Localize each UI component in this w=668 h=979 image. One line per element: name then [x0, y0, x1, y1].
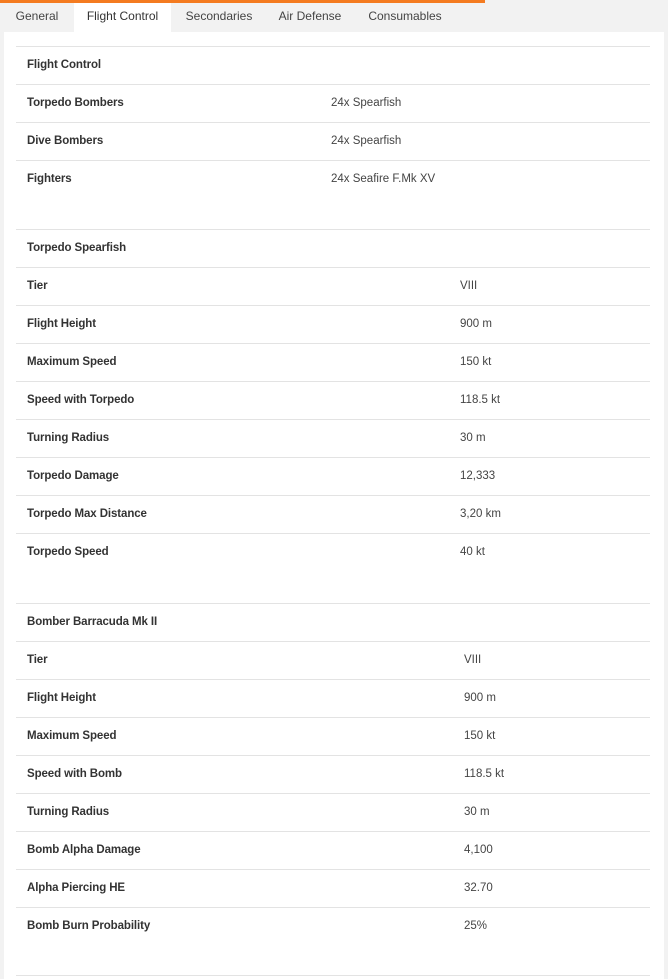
row-label: Maximum Speed — [27, 730, 117, 742]
row-label: Torpedo Speed — [27, 546, 109, 558]
table-row — [16, 869, 650, 907]
row-label: Bomb Burn Probability — [27, 920, 151, 932]
row-label: Flight Height — [27, 318, 96, 330]
table-row — [16, 457, 650, 495]
row-label: Alpha Piercing HE — [27, 882, 125, 894]
row-label: Turning Radius — [27, 806, 110, 818]
tab-general[interactable]: General — [15, 9, 59, 23]
table-row — [16, 755, 650, 793]
row-label: Tier — [27, 654, 48, 666]
row-value: 25% — [464, 920, 488, 932]
row-value: VIII — [460, 280, 478, 292]
row-value: 40 kt — [460, 546, 485, 558]
section-header — [16, 229, 650, 267]
row-label: Maximum Speed — [27, 356, 117, 368]
table-row — [16, 343, 650, 381]
torpedo-table — [16, 229, 650, 571]
table-row — [16, 679, 650, 717]
section-title: Bomber Barracuda Mk II — [27, 616, 158, 628]
row-value: 118.5 kt — [460, 394, 501, 406]
row-label: Flight Height — [27, 692, 96, 704]
table-bottom-divider — [16, 975, 650, 976]
row-value: 30 m — [464, 806, 490, 818]
table-row — [16, 831, 650, 869]
row-value: 150 kt — [464, 730, 496, 742]
row-value: 32.70 — [464, 882, 493, 894]
table-row — [16, 717, 650, 755]
table-row — [16, 122, 650, 160]
section-title: Flight Control — [27, 59, 101, 71]
row-value: 24x Spearfish — [331, 97, 402, 109]
flight-control-table — [16, 46, 650, 198]
row-value: 900 m — [460, 318, 492, 330]
tab-bar — [0, 0, 668, 32]
row-value: 4,100 — [464, 844, 493, 856]
table-row — [16, 641, 650, 679]
table-row — [16, 533, 650, 571]
row-label: Torpedo Max Distance — [27, 508, 147, 520]
row-label: Tier — [27, 280, 48, 292]
row-value: 118.5 kt — [464, 768, 505, 780]
row-value: VIII — [464, 654, 482, 666]
tab-secondaries[interactable]: Secondaries — [185, 9, 253, 23]
row-label: Turning Radius — [27, 432, 110, 444]
table-row — [16, 793, 650, 831]
row-label: Fighters — [27, 173, 72, 185]
table-row — [16, 267, 650, 305]
row-label: Speed with Torpedo — [27, 394, 135, 406]
table-row — [16, 381, 650, 419]
row-value: 3,20 km — [460, 508, 501, 520]
row-value: 24x Seafire F.Mk XV — [331, 173, 436, 185]
tab-flight-control[interactable]: Flight Control — [74, 3, 171, 32]
tab-consumables[interactable]: Consumables — [368, 9, 442, 23]
table-row — [16, 160, 650, 198]
table-row — [16, 305, 650, 343]
table-row — [16, 419, 650, 457]
row-label: Speed with Bomb — [27, 768, 122, 780]
row-label: Torpedo Damage — [27, 470, 119, 482]
section-header — [16, 46, 650, 84]
flight-control-panel — [4, 32, 664, 979]
bomber-table — [16, 603, 650, 945]
row-label: Dive Bombers — [27, 135, 104, 147]
table-row — [16, 495, 650, 533]
row-value: 30 m — [460, 432, 486, 444]
row-value: 150 kt — [460, 356, 492, 368]
row-label: Bomb Alpha Damage — [27, 844, 141, 856]
table-row — [16, 84, 650, 122]
row-value: 12,333 — [460, 470, 496, 482]
row-value: 900 m — [464, 692, 496, 704]
row-value: 24x Spearfish — [331, 135, 402, 147]
table-row — [16, 907, 650, 945]
section-header — [16, 603, 650, 641]
tab-air-defense[interactable]: Air Defense — [278, 9, 342, 23]
row-label: Torpedo Bombers — [27, 97, 124, 109]
section-title: Torpedo Spearfish — [27, 242, 127, 254]
